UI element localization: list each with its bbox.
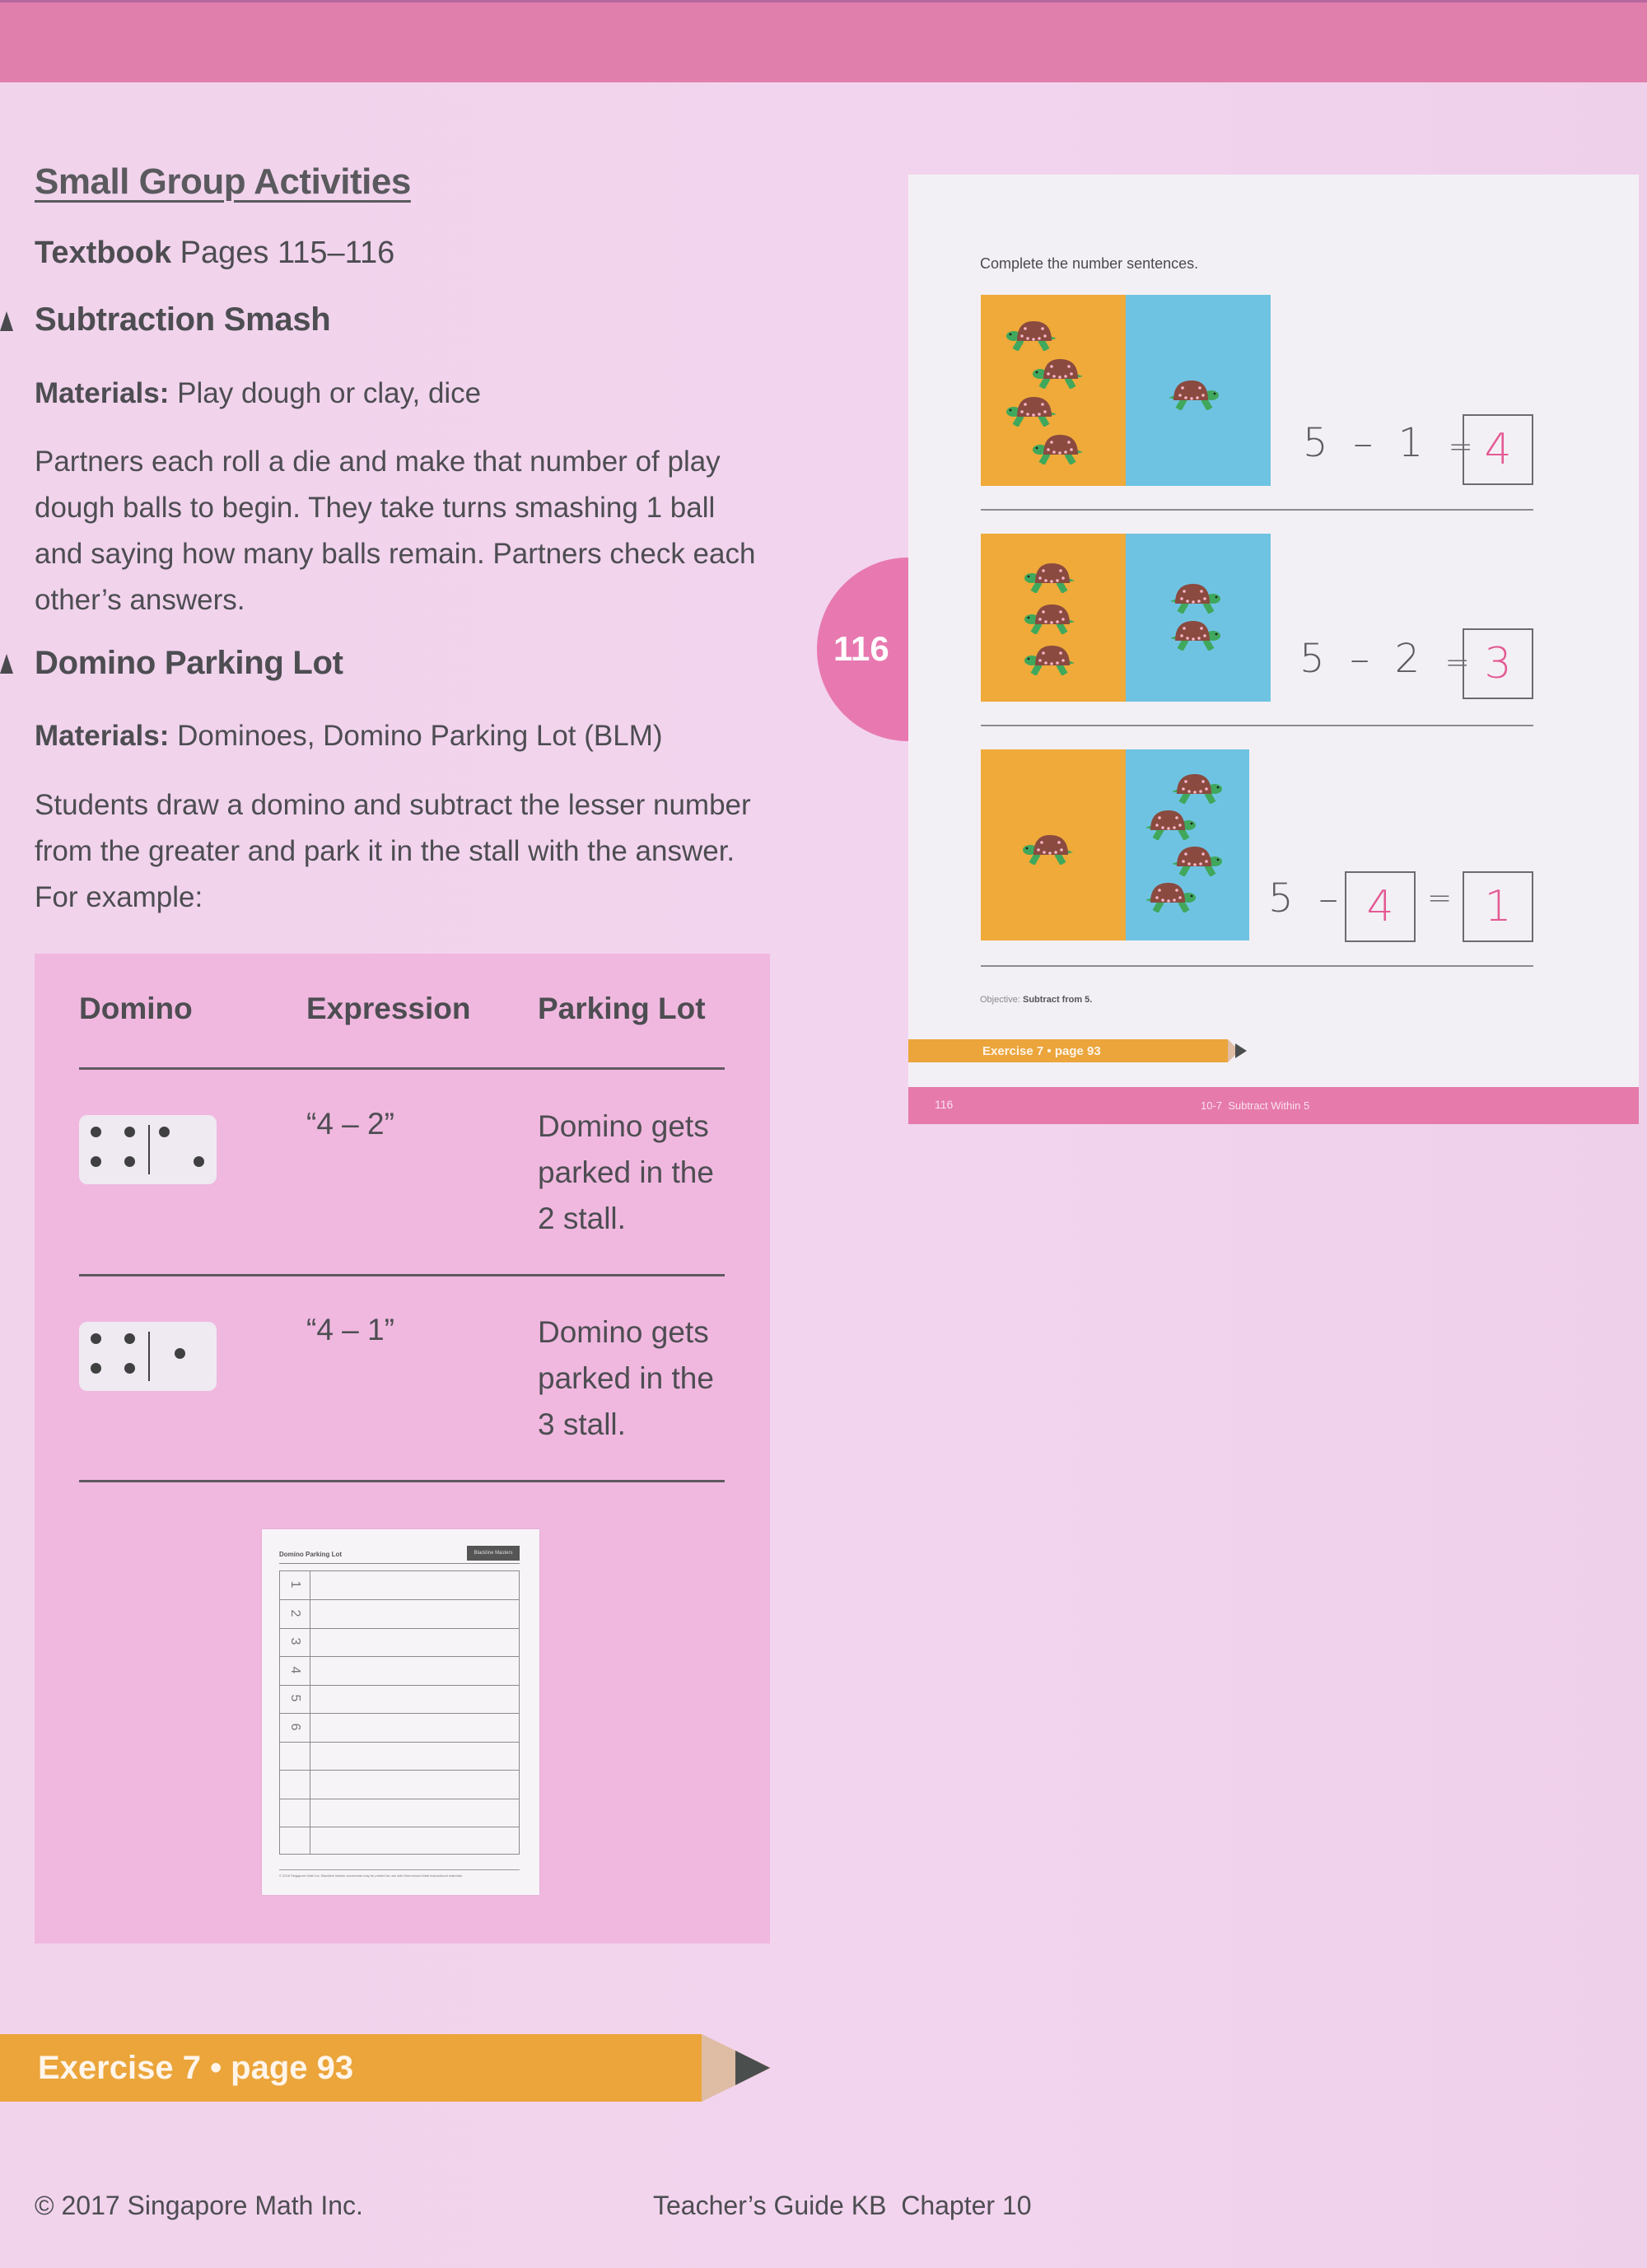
turtle-icon bbox=[1024, 641, 1076, 675]
copyright: © 2017 Singapore Math Inc. bbox=[35, 2191, 363, 2220]
materials-label: Materials: bbox=[35, 377, 170, 409]
problem-divider bbox=[981, 965, 1533, 967]
textbook-exercise-label: Exercise 7 • page 93 bbox=[908, 1039, 1228, 1062]
turtle-icon bbox=[1144, 878, 1197, 912]
table-cell-expression: “4 – 1” bbox=[306, 1313, 394, 1346]
problem-3-picture bbox=[981, 749, 1249, 940]
textbook-footer-lesson: 10-7 Subtract Within 5 bbox=[1201, 1099, 1310, 1112]
turtle-icon bbox=[1170, 842, 1223, 876]
turtle-icon bbox=[1170, 769, 1223, 804]
turtle-icon bbox=[1005, 392, 1058, 427]
table-header-expression: Expression bbox=[306, 992, 471, 1025]
textbook-exercise-banner bbox=[908, 1039, 1239, 1062]
turtle-icon bbox=[1022, 830, 1075, 865]
stall-number: 2 bbox=[288, 1609, 302, 1617]
activity-description: Partners each roll a die and make that number of play dough balls to begin. They take turns smashing 1 ball and saying how many balls remain. Partners check each other’s answers. bbox=[35, 446, 756, 616]
activity-title: Domino Parking Lot bbox=[35, 645, 343, 681]
table-header-domino: Domino bbox=[79, 992, 193, 1025]
answer-box-3[interactable]: 1 bbox=[1463, 871, 1533, 942]
equation-2: 5 – 2 = bbox=[1299, 636, 1470, 682]
turtle-icon bbox=[1005, 316, 1058, 351]
domino-4-1 bbox=[79, 1322, 217, 1391]
textbook-instruction: Complete the number sentences. bbox=[980, 255, 1199, 272]
table-divider bbox=[79, 1067, 725, 1070]
stall-number: 1 bbox=[288, 1580, 302, 1589]
blm-stall-grid bbox=[279, 1570, 520, 1855]
textbook-pages: Pages 115–116 bbox=[180, 236, 395, 270]
turtle-icon bbox=[1169, 616, 1221, 651]
answer-box-2[interactable]: 3 bbox=[1463, 628, 1533, 699]
stall-number: 6 bbox=[288, 1723, 302, 1731]
activity-materials bbox=[35, 720, 663, 753]
turtle-icon bbox=[1024, 600, 1076, 634]
blm-title: Domino Parking Lot bbox=[279, 1551, 342, 1558]
activity-materials bbox=[35, 377, 481, 410]
table-divider bbox=[79, 1480, 725, 1482]
equation-1: 5 – 1 = bbox=[1303, 420, 1473, 466]
equals-sign: = bbox=[1427, 881, 1453, 915]
equation-3: 5 – bbox=[1268, 875, 1339, 922]
triangle-marker-icon bbox=[0, 654, 13, 674]
textbook-footer-page: 116 bbox=[935, 1098, 954, 1111]
materials-label: Materials: bbox=[35, 720, 170, 752]
objective: Objective: Subtract from 5. bbox=[980, 995, 1093, 1005]
domino-4-2 bbox=[79, 1115, 217, 1184]
activity-description: Students draw a domino and subtract the lesser number from the greater and park it in the stall with the answer. For example: bbox=[35, 789, 751, 913]
pencil-tip-icon bbox=[1235, 1043, 1247, 1058]
textbook-label: Textbook bbox=[35, 236, 172, 270]
turtle-icon bbox=[1167, 376, 1220, 410]
section-title: Small Group Activities bbox=[35, 161, 411, 202]
pencil-tip-icon bbox=[735, 2051, 770, 2085]
problem-1-picture bbox=[981, 295, 1271, 486]
table-divider bbox=[79, 1274, 725, 1276]
problem-2-picture bbox=[981, 534, 1271, 702]
stall-number: 3 bbox=[288, 1637, 302, 1645]
header-band bbox=[0, 0, 1647, 82]
materials-text: Play dough or clay, dice bbox=[177, 377, 482, 409]
turtle-icon bbox=[1032, 354, 1085, 389]
turtle-icon bbox=[1144, 805, 1197, 840]
textbook-reference bbox=[35, 236, 394, 271]
materials-text: Dominoes, Domino Parking Lot (BLM) bbox=[177, 720, 663, 752]
blm-thumbnail bbox=[262, 1529, 539, 1895]
turtle-icon bbox=[1169, 579, 1221, 614]
stall-number: 5 bbox=[288, 1694, 302, 1702]
exercise-banner bbox=[0, 2034, 771, 2102]
blm-footer: © 2018 Singapore Math Inc. Blackline Master documents may be printed for use with Dimensions Math instructional materials. bbox=[279, 1874, 464, 1878]
turtle-icon bbox=[1032, 430, 1085, 464]
page-tab-number: 116 bbox=[833, 629, 889, 668]
problem-divider bbox=[981, 725, 1533, 726]
table-cell-parking-lot: Domino gets parked in the 3 stall. bbox=[538, 1315, 714, 1441]
turtle-icon bbox=[1024, 558, 1076, 593]
guide-chapter: Teacher’s Guide KB Chapter 10 bbox=[653, 2191, 1032, 2220]
activity-title: Subtraction Smash bbox=[35, 301, 331, 338]
table-header-parking-lot: Parking Lot bbox=[538, 992, 706, 1025]
table-cell-parking-lot: Domino gets parked in the 2 stall. bbox=[538, 1109, 714, 1235]
blank-box-3[interactable]: 4 bbox=[1345, 871, 1416, 942]
stall-number: 4 bbox=[288, 1666, 302, 1674]
blm-badge: Blackline Masters bbox=[467, 1546, 520, 1561]
triangle-marker-icon bbox=[0, 311, 13, 331]
exercise-label: Exercise 7 • page 93 bbox=[0, 2034, 702, 2102]
table-cell-expression: “4 – 2” bbox=[306, 1107, 394, 1141]
problem-divider bbox=[981, 509, 1533, 511]
answer-box-1[interactable]: 4 bbox=[1463, 414, 1533, 485]
